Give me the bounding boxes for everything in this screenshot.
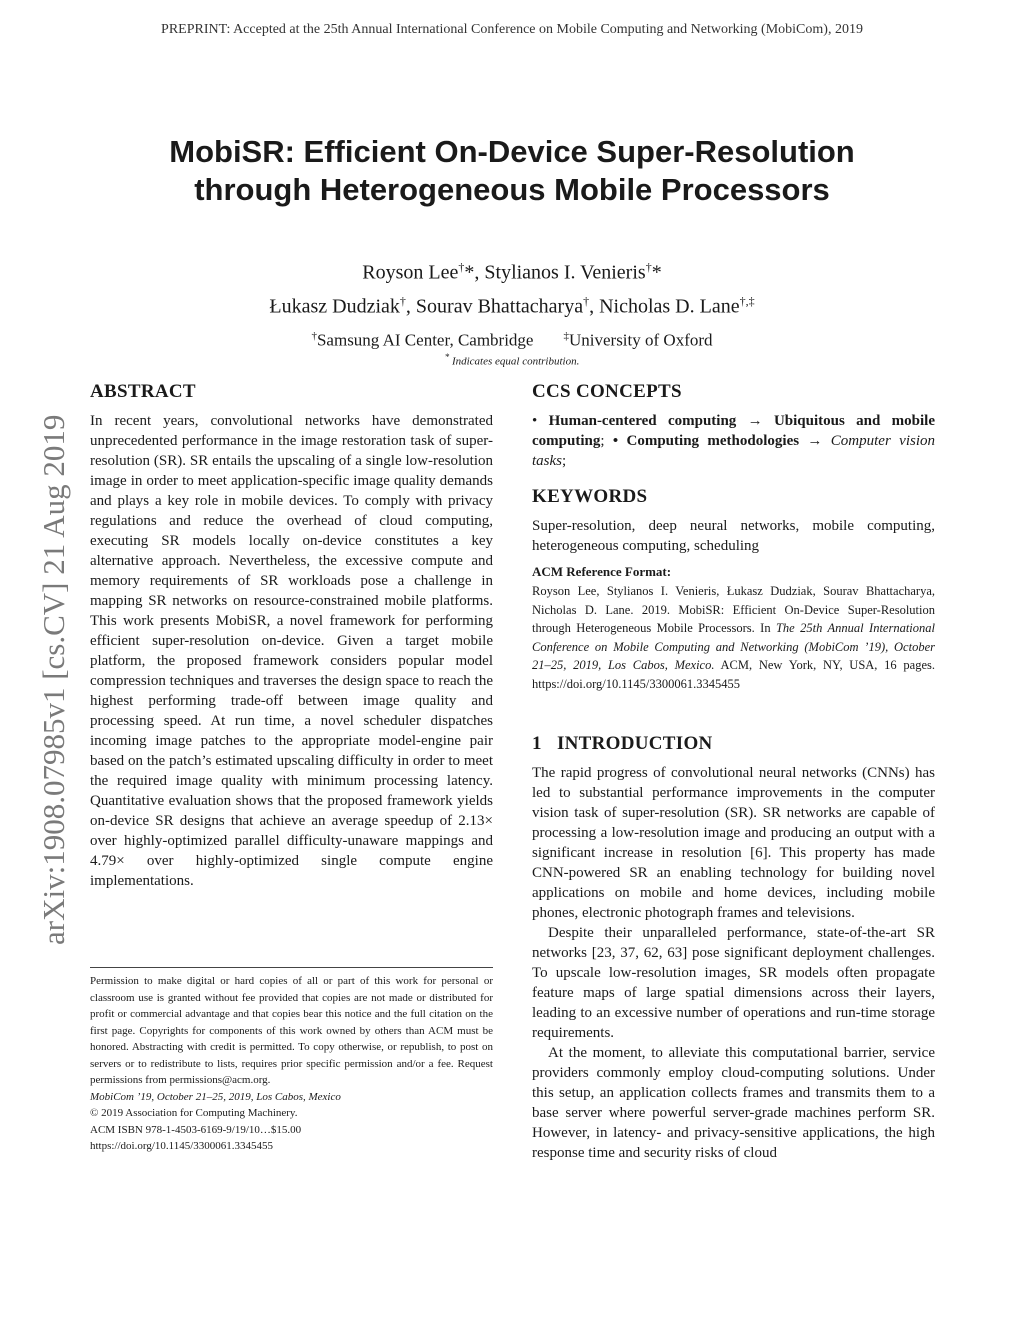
arrow: → bbox=[736, 413, 774, 429]
bullet: • bbox=[612, 433, 627, 449]
affiliation-mark: ‡ bbox=[563, 330, 569, 342]
abstract-text: In recent years, convolutional networks have demonstrated unprecedented performance in the image restoration task of super-resolution (SR). SR entails the upscaling of a single low-resolution image in order to meet application-specific image quality demands and plays a key role in mobile devices. To comply with privacy regulations and reduce the overhead of cloud computing, executing SR models locally on-device constitutes a key alternative approach. Nevertheless, the excessive compute and memory requirements of SR workloads pose a challenge in mapping SR networks on resource-constrained mobile platforms. This work presents MobiSR, a novel framework for performing efficient super-resolution on-device. Given a target mobile platform, the proposed framework considers popular model compression techniques and traverses the design space to reach the highest performing trade-off between image quality and processing speed. At run time, a novel scheduler dispatches incoming image patches to the appropriate model-engine pair based on the patch’s estimated upscaling difficulty in order to meet the required image quality with minimum processing latency. Quantitative evaluation shows that the proposed framework yields on-device SR designs that achieve an average speedup of 2.13× over highly-optimized parallel difficulty-unaware mappings and 4.79× over highly-optimized single compute engine implementations. bbox=[90, 413, 493, 889]
ccs-section bbox=[532, 381, 935, 471]
abstract-heading: ABSTRACT bbox=[90, 381, 196, 402]
acm-reference-heading: ACM Reference Format: bbox=[532, 564, 672, 579]
preprint-note: PREPRINT: Accepted at the 25th Annual International Conference on Mobile Computing and Networking (MobiCom), 2019 bbox=[161, 22, 863, 37]
affiliation-mark: † bbox=[458, 260, 465, 274]
author-name: Sourav Bhattacharya bbox=[415, 295, 584, 318]
intro-paragraph-2: Despite their unparalleled performance, state-of-the-art SR networks [23, 37, 62, 63] pose significant deployment challenges. To upscale low-resolution images, SR models often propagate feature maps of large spatial dimensions across their layers, leading to an excessive number of operations and run-time storage requirements. bbox=[532, 925, 935, 1041]
title-line-1: MobiSR: Efficient On-Device Super-Resolution bbox=[169, 134, 855, 169]
equal-contribution-note bbox=[0, 352, 1024, 368]
affiliation-mark: † bbox=[583, 293, 590, 308]
intro-paragraph-3: At the moment, to alleviate this computational barrier, service providers commonly employ cloud-computing solutions. Under this setup, an application collects frames and transmits them to a base server where powerful server-grade machines perform SR. However, in latency- and privacy-sensitive applications, the high response time and security risks of cloud bbox=[532, 1045, 935, 1161]
reference-authors: Royson Lee, Stylianos I. Venieris, Łukasz Dudziak, Sourav Bhattacharya, Nicholas D. Lane. 2019. MobiSR: Efficient On-Device Super-Resolution through Heterogeneous Mobile Processors. In bbox=[532, 584, 935, 635]
affiliation-mark: † bbox=[399, 293, 406, 308]
author-line-1 bbox=[0, 253, 1024, 287]
ccs-concept: Human-centered computing bbox=[548, 413, 737, 429]
separator: ; bbox=[562, 453, 567, 469]
bullet: • bbox=[532, 413, 538, 429]
reference-venue: The 25th Annual International Conference on Mobile Computing and Networking (MobiCom ’19), October 21–25, 2019, Los Cabos, Mexico. bbox=[532, 621, 936, 672]
ccs-concept: Computer vision tasks bbox=[532, 433, 935, 469]
doi-line: https://doi.org/10.1145/3300061.3345455 bbox=[90, 1140, 274, 1152]
author-list bbox=[0, 253, 1024, 320]
author-separator: , bbox=[589, 295, 600, 318]
arxiv-id: arXiv:1908.07985v1 [cs.CV] 21 Aug 2019 bbox=[36, 414, 71, 945]
affiliation-samsung: Samsung AI Center, Cambridge bbox=[316, 330, 534, 350]
equal-contribution-mark: * bbox=[464, 261, 475, 284]
permission-text: Permission to make digital or hard copies of all or part of this work for personal or classroom use is granted without fee provided that copies are not made or distributed for profit or commercial advantage and that copies bear this notice and the full citation on the first page. Copyrights for components of this work owned by others than ACM must be honored. Abstracting with credit is permitted. To copy otherwise, or republish, to post on servers or to redistribute to lists, requires prior specific permission and/or a fee. Request permissions from permissions@acm.org. bbox=[90, 975, 493, 1086]
affiliations bbox=[0, 325, 1024, 352]
affiliation-oxford: University of Oxford bbox=[568, 330, 713, 350]
abstract-section bbox=[90, 381, 493, 891]
equal-contribution-mark: * bbox=[651, 261, 662, 284]
affiliation-mark: † bbox=[645, 260, 652, 274]
ccs-text bbox=[532, 411, 935, 471]
author-name: Royson Lee bbox=[362, 261, 459, 284]
keywords-heading: KEYWORDS bbox=[532, 486, 648, 507]
affiliation-mark: † bbox=[311, 330, 317, 342]
introduction-section bbox=[532, 733, 935, 1163]
author-name: Stylianos I. Venieris bbox=[484, 261, 646, 284]
acm-reference-section bbox=[532, 564, 935, 693]
ccs-concept: Computing methodologies bbox=[626, 433, 800, 449]
acm-reference-text bbox=[532, 582, 935, 693]
affiliation-mark: †,‡ bbox=[739, 293, 755, 308]
ccs-concept: Ubiquitous and mobile computing bbox=[532, 413, 936, 449]
copyright-line: © 2019 Association for Computing Machinery. bbox=[90, 1107, 298, 1119]
equal-contribution-mark: * bbox=[444, 352, 450, 362]
introduction-heading: 1 INTRODUCTION bbox=[532, 733, 713, 754]
copyright-footnote bbox=[90, 973, 493, 1155]
keywords-section bbox=[532, 486, 935, 556]
ccs-heading: CCS CONCEPTS bbox=[532, 381, 682, 402]
author-line-2 bbox=[0, 287, 1024, 321]
arrow: → bbox=[799, 433, 831, 449]
arxiv-watermark bbox=[16, 345, 71, 945]
author-name: Łukasz Dudziak bbox=[269, 295, 400, 318]
paper-title bbox=[0, 133, 1024, 209]
title-line-2: through Heterogeneous Mobile Processors bbox=[194, 172, 830, 207]
intro-paragraph-1: The rapid progress of convolutional neural networks (CNNs) has led to substantial performance improvements in the computer vision task of super-resolution (SR). SR networks are capable of processing a low-resolution image and producing an output with a significant increase in resolution [6]. This property has made CNN-powered SR an enabling technology for building novel applications on mobile and home devices, including mobile phones, electronic photograph frames and televisions. bbox=[532, 765, 935, 921]
author-separator: , bbox=[405, 295, 416, 318]
keywords-text: Super-resolution, deep neural networks, mobile computing, heterogeneous computing, scheduling bbox=[532, 518, 935, 554]
separator: ; bbox=[600, 433, 613, 449]
equal-contribution-text: Indicates equal contribution. bbox=[451, 355, 580, 368]
reference-details: ACM, New York, NY, USA, 16 pages. https://doi.org/10.1145/3300061.3345455 bbox=[532, 658, 935, 691]
author-separator: , bbox=[474, 261, 485, 284]
author-name: Nicholas D. Lane bbox=[599, 295, 740, 318]
footnote-divider bbox=[90, 967, 493, 968]
conference-line: MobiCom ’19, October 21–25, 2019, Los Cabos, Mexico bbox=[90, 1090, 341, 1103]
isbn-line: ACM ISBN 978-1-4503-6169-9/19/10…$15.00 bbox=[90, 1123, 302, 1136]
